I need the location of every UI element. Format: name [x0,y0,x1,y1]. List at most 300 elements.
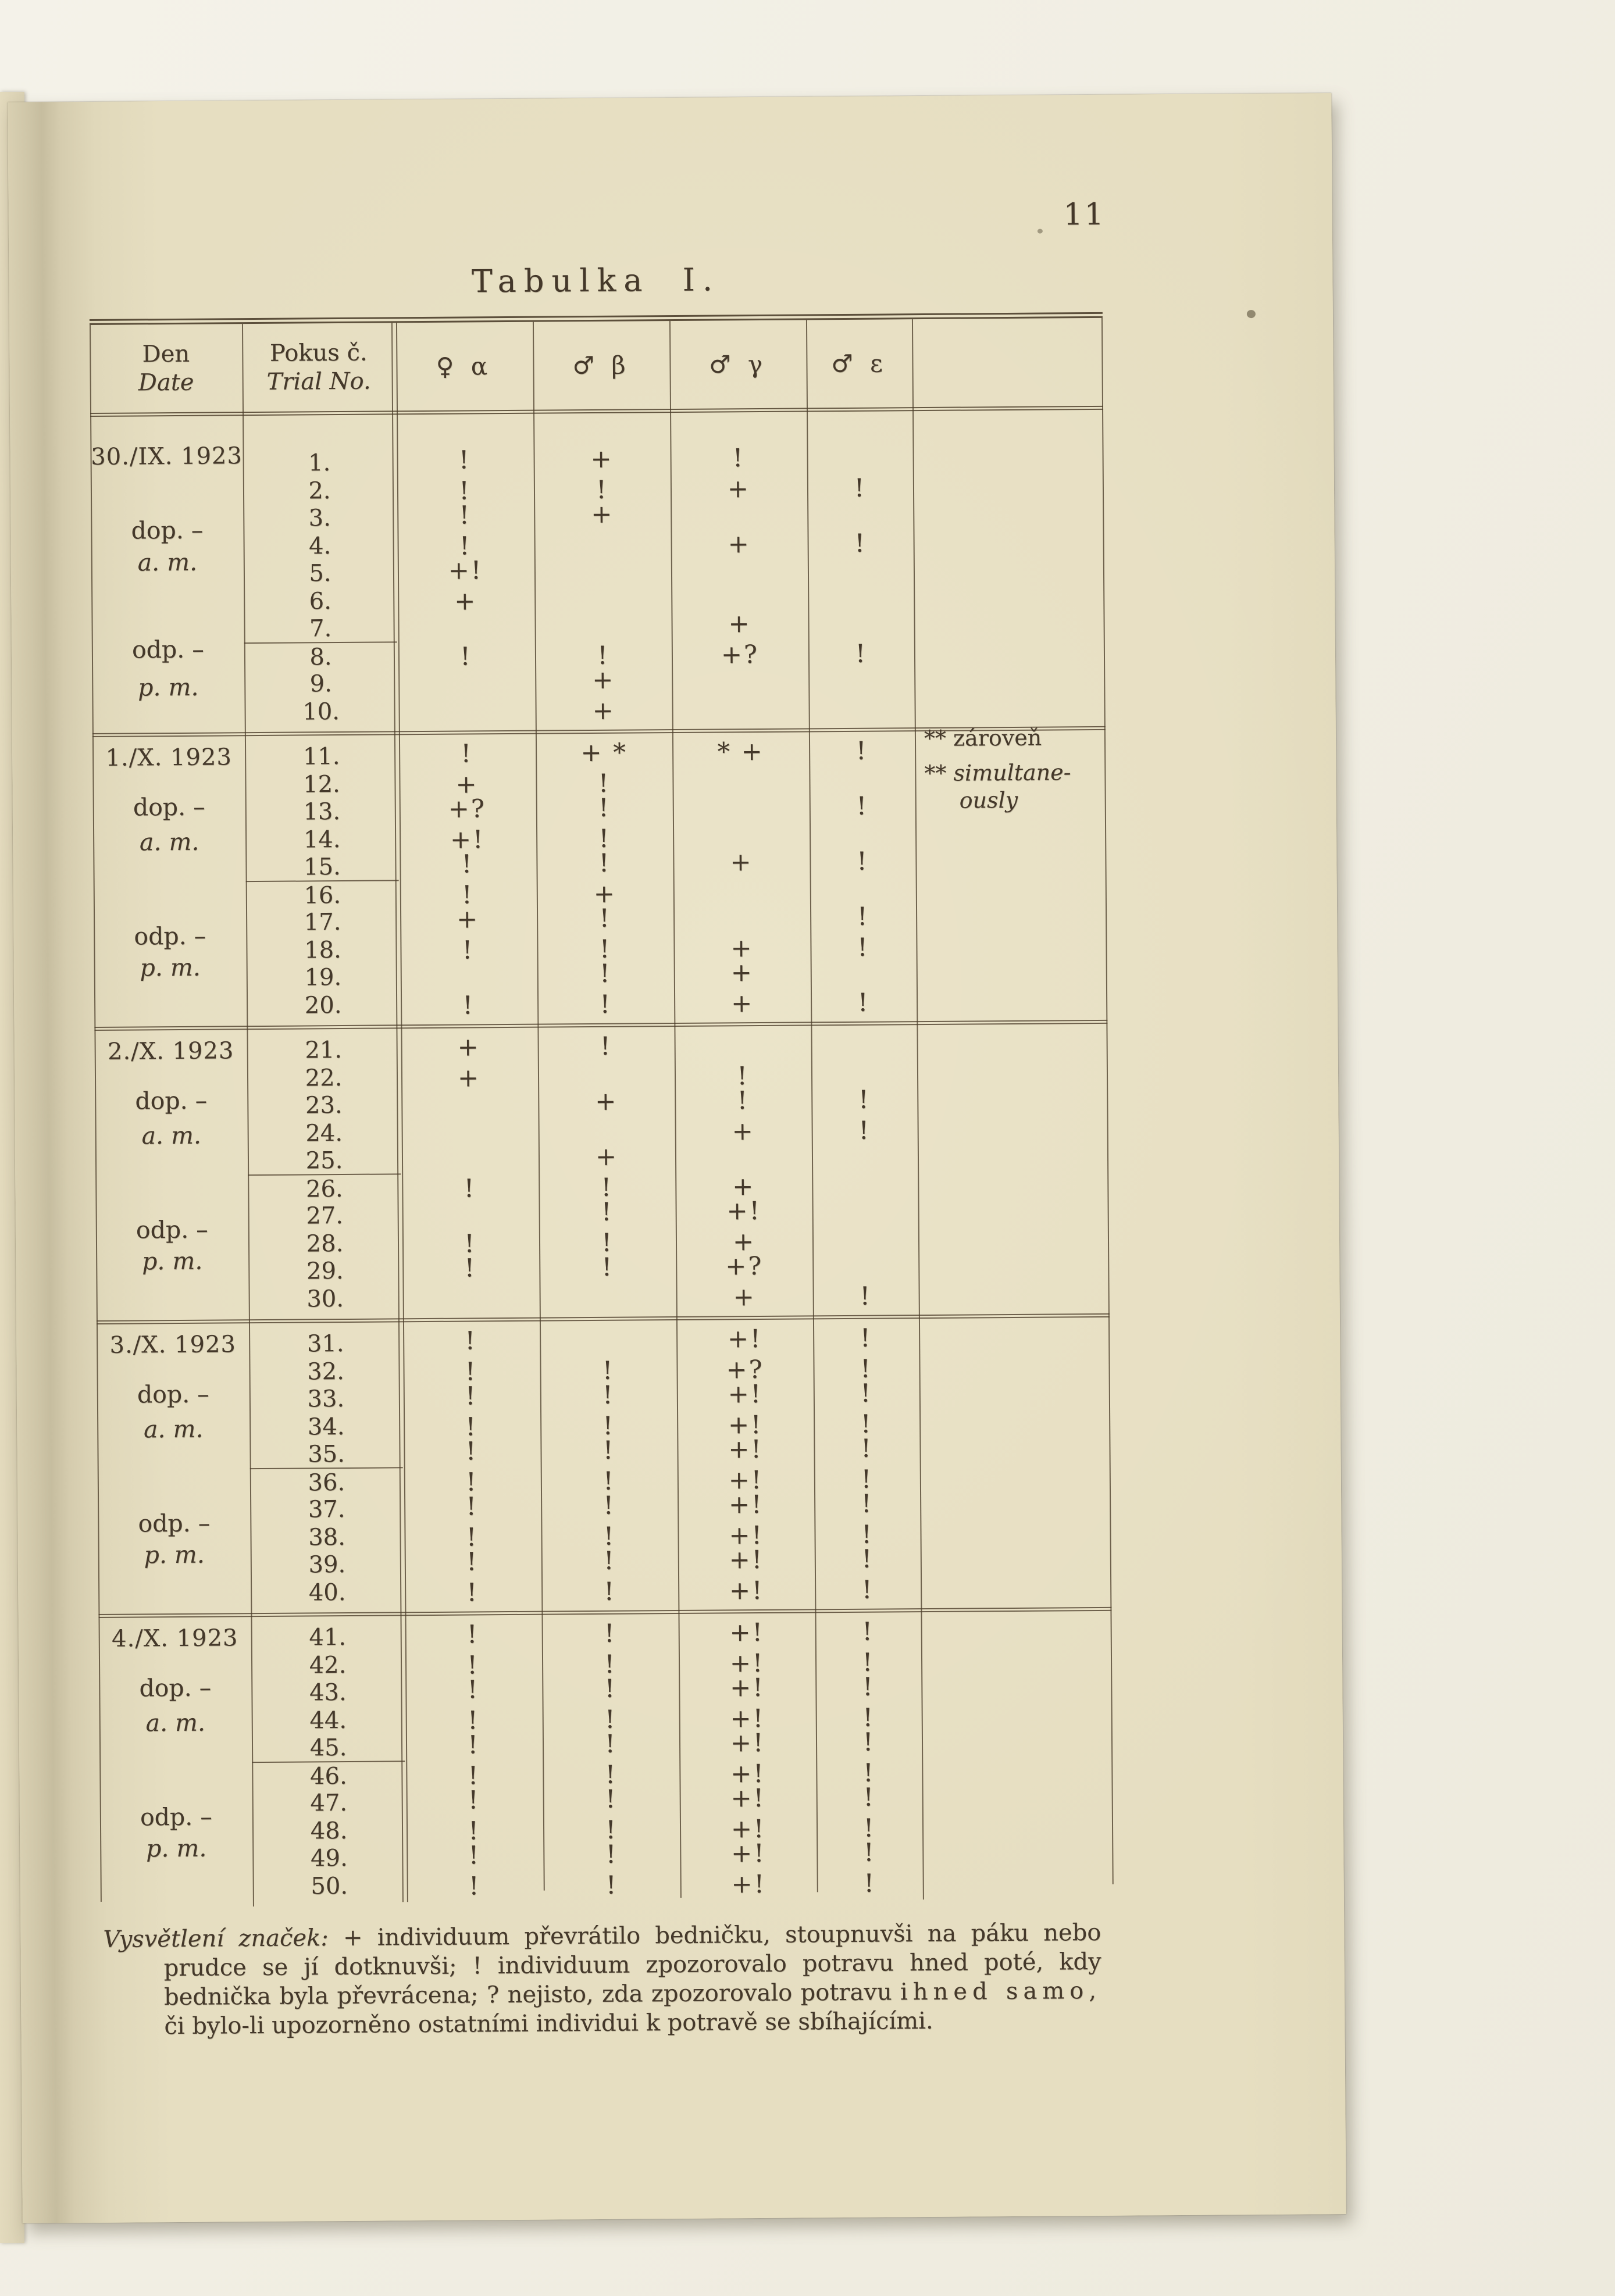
trial-number: 24. [305,1119,343,1147]
cell-gamma: + [727,474,751,504]
cell-epsilon: ! [861,1544,874,1574]
cell-epsilon: ! [861,1575,874,1605]
cell-alpha: + [454,586,477,616]
afternoon-label: odp. – [138,1509,211,1538]
trial-number: 6. [309,587,332,615]
trial-rows [247,1030,1110,1312]
column-header-male-epsilon [806,319,912,408]
date-block-4 [97,1324,1111,1607]
am-label: a. m. [143,1415,204,1444]
cell-alpha: ! [461,849,474,879]
cell-epsilon [812,1140,918,1170]
date-label: 2./X. 1923 [107,1037,234,1065]
page-number: 11 [1063,197,1106,233]
cell-alpha: ! [468,1786,480,1815]
cell-gamma [675,1141,812,1171]
column-header-date [90,324,243,413]
cell-beta: ! [596,475,608,505]
cell-epsilon [812,1195,918,1225]
trial-number: 17. [304,909,341,936]
trial-number: 34. [307,1413,345,1440]
cell-alpha: ! [461,739,473,769]
cell-alpha [400,960,537,990]
cell-alpha: ! [458,445,471,475]
cell-beta: + [591,499,614,530]
cell-beta: ! [602,1411,615,1441]
cell-alpha: ! [465,1437,478,1466]
cell-beta [540,1325,676,1355]
trial-number: 20. [304,991,342,1019]
trial-number: 40. [308,1579,346,1606]
trial-number: 2. [308,477,331,504]
cell-gamma: + [728,609,751,639]
male-beta-symbol: ♂ β [572,351,630,380]
sidenote-english-1: ** simultane- [924,759,1071,786]
morning-label: dop. – [137,1380,209,1409]
cell-epsilon: ! [861,1489,874,1519]
cell-epsilon: ! [863,1813,876,1843]
cell-gamma: +? [726,1355,764,1384]
cell-alpha: ! [465,1356,477,1387]
paper-speck [1038,229,1043,234]
cell-beta: ! [604,1649,616,1679]
cell-alpha: ! [460,641,472,672]
cell-gamma: +! [730,1814,766,1844]
trial-number: 22. [305,1064,343,1091]
cell-epsilon: ! [864,1838,876,1867]
cell-gamma: +! [726,1196,761,1226]
cell-gamma: +? [721,640,760,669]
cell-beta: ! [597,641,609,670]
cell-beta: + [592,665,615,695]
cell-alpha [397,611,534,641]
cell-beta: ! [599,934,612,964]
cell-beta: ! [603,1466,615,1496]
cell-alpha: ! [465,1326,477,1356]
cell-beta: ! [605,1870,618,1900]
cell-epsilon [808,608,914,638]
cell-alpha: ! [467,1650,479,1680]
sidenote-english-2: ously [959,787,1018,813]
trial-number: 19. [304,964,342,991]
sidenote-czech: ** zároveň [924,724,1042,752]
date-block-5 [99,1617,1114,1901]
cell-epsilon: ! [854,529,867,558]
cell-alpha: ! [465,1381,477,1411]
cell-epsilon: ! [858,1116,871,1145]
cell-alpha: ! [468,1730,480,1760]
cell-alpha: ! [467,1705,480,1736]
pm-label: p. m. [141,1247,203,1276]
trial-number: 50. [311,1872,348,1899]
cell-alpha: ! [462,880,474,910]
cell-beta: ! [601,1197,614,1227]
trial-number: 33. [307,1386,345,1413]
cell-epsilon: ! [857,933,869,962]
cell-epsilon [808,553,914,583]
cell-epsilon: ! [860,1379,873,1408]
cell-epsilon: ! [862,1727,875,1757]
footnote-spaced-emphasis: ihned samo, [900,1977,1102,2006]
column-header-notes [912,318,1103,407]
cell-alpha: ! [459,531,472,561]
cell-alpha: ! [465,1412,478,1442]
trial-number: 9. [309,670,333,698]
cell-beta: ! [603,1491,615,1520]
cell-epsilon: ! [862,1617,875,1647]
cell-gamma: * + [717,737,764,767]
cell-epsilon: ! [864,1869,876,1898]
cell-epsilon [807,498,913,527]
cell-alpha: ! [466,1620,479,1649]
cell-epsilon: ! [860,1281,872,1311]
morning-label: dop. – [133,792,205,822]
header-den: Den [142,340,190,368]
cell-epsilon [808,663,914,693]
cell-gamma: +? [725,1251,764,1281]
cell-epsilon [811,957,917,987]
trial-rows [243,410,1106,725]
book-page [8,93,1346,2223]
cell-epsilon: ! [857,902,869,931]
cell-beta: + [595,1142,619,1172]
cell-gamma: ! [732,444,745,473]
cell-epsilon: ! [858,1085,871,1115]
date-block-3 [95,1030,1110,1313]
cell-alpha: ! [466,1522,479,1552]
cell-alpha: ! [462,935,475,965]
cell-alpha [401,1143,539,1173]
trial-number: 41. [309,1623,347,1651]
cell-alpha: ! [466,1547,479,1577]
trial-number: 15. [304,854,341,881]
table-title: Tabulka I. [471,261,721,300]
cell-alpha: ! [467,1675,480,1705]
cell-epsilon: ! [855,639,868,669]
cell-epsilon: ! [863,1783,876,1812]
male-gamma-symbol: ♂ γ [708,349,768,379]
cell-epsilon: ! [861,1434,873,1463]
cell-beta: ! [602,1356,615,1386]
trial-number: 32. [307,1358,345,1385]
trial-rows [251,1617,1114,1899]
afternoon-label: odp. – [134,922,206,951]
pm-label: p. m. [144,1540,205,1569]
cell-gamma: ! [737,1086,750,1116]
trial-number: 45. [309,1734,347,1762]
trial-number: 49. [310,1844,348,1872]
cell-gamma: +! [731,1869,766,1899]
paper-speck [1247,310,1256,318]
cell-beta: + [595,1087,618,1116]
trial-number: 13. [303,798,341,826]
cell-beta: + * [580,738,628,768]
cell-alpha: +! [448,556,483,585]
cell-gamma: + [730,933,754,963]
cell-gamma: +! [731,1838,766,1869]
trial-number: 39. [308,1551,346,1579]
simultaneous-footnote [924,725,1103,814]
morning-label: dop. – [135,1086,208,1115]
trial-number: 47. [310,1789,348,1817]
cell-alpha [402,1284,540,1314]
am-label: a. m. [141,1121,202,1150]
cell-gamma: +! [728,1434,763,1465]
pm-label: p. m. [145,1834,207,1863]
pm-label: p. m. [138,673,199,702]
cell-alpha: ! [459,476,471,506]
trial-number: 21. [305,1037,343,1064]
date-label: 30./IX. 1923 [91,442,243,471]
footnote-line-1-text: + individuum převrátilo bedničku, stoupnuvši na páku nebo [343,1919,1101,1952]
cell-beta: ! [598,793,611,823]
cell-beta: ! [604,1619,616,1648]
trial-number: 48. [310,1817,348,1844]
trial-number: 1. [308,449,331,477]
date-column [92,742,247,1020]
cell-beta: ! [604,1577,616,1606]
date-column [90,416,245,726]
morning-label: dop. – [131,516,204,545]
cell-gamma: +! [730,1783,766,1813]
cell-beta: ! [600,1031,612,1061]
cell-alpha: ! [468,1761,480,1791]
cell-epsilon: ! [856,791,869,821]
cell-epsilon: ! [855,736,868,766]
cell-alpha [397,697,535,727]
cell-epsilon: ! [860,1354,872,1384]
cell-gamma: +! [728,1465,764,1495]
trial-number: 29. [306,1258,344,1285]
cell-alpha: + [457,1063,481,1093]
column-header-male-gamma [669,320,807,409]
trial-number: 5. [309,560,331,587]
cell-epsilon: ! [854,473,867,503]
cell-gamma: +! [730,1673,765,1703]
trial-number: 14. [303,826,341,853]
date-label: 3./X. 1923 [109,1331,237,1359]
table-header-row [90,318,1103,417]
cell-gamma: + [732,1116,755,1146]
trial-number: 42. [309,1651,347,1679]
footnote-line-3-text: bednička byla převrácena; ? nejisto, zda zpozorovalo potravu [163,1979,892,2011]
cell-alpha: ! [464,1254,477,1283]
cell-alpha: ! [459,501,472,530]
trial-number: 8. [244,641,397,672]
trial-number: 12. [303,770,340,798]
cell-alpha: +? [448,794,487,824]
trial-number: 28. [306,1230,344,1257]
trial-number: 11. [302,743,340,770]
trial-number: 30. [306,1285,344,1312]
cell-gamma: +! [729,1520,764,1550]
trial-number: 18. [304,936,341,963]
header-date: Date [138,369,194,396]
cell-epsilon: ! [857,847,869,876]
cell-alpha: ! [468,1841,481,1870]
cell-gamma [674,1030,811,1060]
cell-beta: ! [605,1784,618,1814]
trial-number: 23. [305,1092,343,1119]
table-row [253,1866,1114,1899]
cell-beta: ! [605,1729,617,1759]
column-header-male-beta [533,321,670,410]
trial-number: 37. [308,1495,345,1523]
cell-epsilon [811,1030,917,1059]
cell-alpha: ! [464,1229,476,1259]
cell-gamma [671,554,808,584]
trial-number: 46. [252,1761,405,1791]
cell-gamma: +! [730,1759,765,1788]
trial-number: 38. [308,1523,346,1551]
date-label: 1./X. 1923 [105,744,232,772]
header-trial-no: Trial No. [266,367,371,395]
date-column [95,1036,249,1313]
cell-beta: + [593,879,617,909]
date-column [99,1623,253,1901]
cell-beta: ! [598,769,611,798]
cell-epsilon [812,1251,918,1280]
cell-alpha: ! [466,1467,478,1497]
date-block-1 [90,410,1106,726]
cell-epsilon: ! [863,1758,875,1788]
trial-number: 36. [250,1467,403,1497]
female-alpha-symbol: ♀ α [436,352,493,381]
trial-rows [249,1324,1111,1606]
cell-alpha [400,1088,538,1118]
cell-beta [534,610,671,640]
trial-number: 25. [305,1147,343,1174]
cell-alpha: ! [466,1492,478,1522]
legend-footnote [103,1918,1101,2041]
cell-alpha: ! [468,1816,480,1846]
cell-beta: ! [600,990,612,1019]
cell-gamma: +! [730,1728,765,1758]
afternoon-label: odp. – [136,1215,208,1244]
cell-beta [540,1283,676,1313]
cell-beta: ! [603,1522,616,1551]
cell-alpha: + [457,1033,480,1062]
cell-alpha: ! [466,1577,479,1608]
cell-gamma: ! [737,1061,749,1091]
date-label: 4./X. 1923 [111,1624,238,1652]
cell-epsilon [808,694,914,724]
cell-beta: ! [605,1815,618,1845]
cell-epsilon: ! [860,1323,872,1353]
cell-alpha: +! [450,824,485,855]
cell-epsilon: ! [862,1672,875,1702]
header-pokus: Pokus č. [269,339,368,367]
data-table [90,312,1114,1901]
footnote-line-2: prudce se jí dotknuvši; ! individuum zpozorovalo potravu hned poté, kdy [163,1948,1101,1982]
cell-alpha: ! [462,990,475,1020]
column-header-female-alpha [395,322,533,411]
cell-beta: ! [605,1760,618,1790]
am-label: a. m. [145,1708,206,1737]
cell-alpha [397,666,535,697]
cell-gamma [673,792,810,822]
am-label: a. m. [139,827,199,856]
cell-gamma: +! [728,1410,763,1440]
cell-beta: ! [604,1674,617,1704]
cell-alpha [401,1198,539,1229]
cell-gamma: + [730,988,754,1018]
trial-number: 7. [309,615,332,642]
cell-beta: ! [604,1705,617,1734]
cell-beta: ! [602,1380,615,1410]
trial-number: 31. [306,1330,344,1358]
footnote-lead: Vysvětlení značek: [103,1924,329,1953]
cell-gamma [672,664,808,694]
cell-beta: ! [605,1840,618,1869]
cell-gamma: +! [729,1545,764,1575]
cell-epsilon [807,442,912,472]
cell-beta: ! [601,1228,614,1258]
trial-number: 27. [306,1202,344,1230]
cell-gamma: + [733,1282,756,1312]
trial-number: 16. [246,880,399,910]
cell-beta: ! [598,848,611,878]
cell-beta: ! [601,1252,614,1282]
cell-gamma: +! [727,1324,762,1354]
am-label: a. m. [137,548,198,577]
cell-gamma: +! [728,1379,763,1409]
cell-alpha: ! [464,1173,476,1204]
trial-number: 43. [309,1679,347,1706]
afternoon-label: odp. – [140,1802,212,1831]
trial-number: 3. [308,505,331,532]
cell-alpha: + [455,769,479,799]
pm-label: p. m. [140,953,201,982]
cell-gamma [672,695,808,725]
cell-gamma [673,902,810,933]
trial-number: 26. [248,1173,401,1204]
cell-epsilon: ! [857,988,870,1017]
cell-gamma: +! [729,1648,765,1678]
cell-beta: ! [599,959,612,988]
footnote-line-4: či bylo-li upozorněno ostatními individui k potravě se sbíhajícími. [164,2007,933,2040]
cell-gamma: +! [728,1490,764,1520]
male-epsilon-symbol: ♂ ε [830,349,888,378]
cell-beta: ! [604,1546,616,1576]
cell-epsilon: ! [861,1520,874,1549]
cell-gamma: +! [730,1704,765,1733]
cell-alpha: ! [468,1871,481,1901]
morning-label: dop. – [139,1673,212,1702]
cell-gamma: + [730,958,754,988]
trial-number: 35. [308,1441,345,1468]
cell-gamma: + [732,1172,755,1201]
cell-beta: + [592,696,615,726]
trial-number: 44. [309,1706,347,1734]
cell-beta: + [590,444,614,474]
cell-gamma: + [732,1227,756,1256]
cell-epsilon: ! [861,1465,874,1494]
cell-epsilon: ! [860,1409,873,1439]
cell-gamma: +! [729,1576,764,1605]
cell-beta [534,555,671,585]
cell-epsilon: ! [862,1648,875,1677]
cell-gamma: +! [729,1617,765,1648]
afternoon-label: odp. – [131,635,204,664]
cell-alpha: + [456,905,480,934]
cell-gamma: + [728,529,751,559]
cell-gamma: + [730,848,753,877]
column-header-trial [242,323,395,412]
cell-beta: ! [601,1173,614,1202]
cell-beta: ! [598,824,611,854]
cell-epsilon: ! [862,1703,875,1733]
